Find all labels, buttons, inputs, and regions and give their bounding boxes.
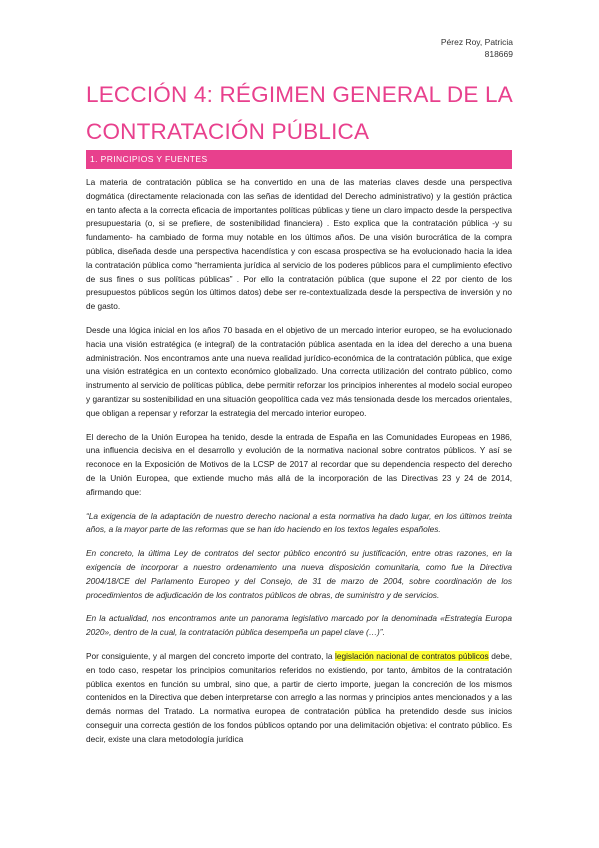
author-block <box>441 36 513 60</box>
highlighted-text: legislación nacional de contratos públicos <box>335 650 489 661</box>
document-body <box>86 176 512 756</box>
document-title: LECCIÓN 4: RÉGIMEN GENERAL DE LA CONTRATACIÓN PÚBLICA <box>86 82 512 144</box>
author-id: 818669 <box>484 49 513 59</box>
paragraph-text: Por consiguiente, y al margen del concreto importe del contrato, la <box>86 650 336 661</box>
author-name: Pérez Roy, Patricia <box>440 37 513 47</box>
quote-paragraph: “La exigencia de la adaptación de nuestro derecho nacional a esta normativa ha dado lugar, en los últimos treinta años, a la mayor parte de las reformas que se han ido haciendo en los textos legales españoles. <box>86 510 512 535</box>
paragraph: El derecho de la Unión Europea ha tenido, desde la entrada de España en las Comunidades Europeas en 1986, una influencia decisiva en el desarrollo y evolución de la normativa nacional sobre contratos públicos. Y así se reconoce en la Exposición de Motivos de la LCSP de 2017 al recordar que su dependencia respecto del derecho de la Unión Europea, que extiende mucho más allá de la incorporación de las Directivas 23 y 24 de 2014, afirmando que: <box>86 431 512 497</box>
paragraph: Desde una lógica inicial en los años 70 basada en el objetivo de un mercado interior europeo, se ha evolucionado hacia una visión estratégica (e integral) de la contratación pública asentada en la idea del derecho a una buena administración. Nos encontramos ante una nueva realidad jurídico-económica de la contratación pública, que exige una visión estratégica en un contexto económico globalizado. Una correcta utilización del contrato público, como instrumento al servicio de políticas pública, debe permitir reforzar los principios inherentes al modelo social europeo y garantizar su sostenibilidad en una situación geopolítica cada vez más tensionada desde los mercados orientales, que obligan a repensar y reforzar la estrategia del mercado interior europeo. <box>86 324 512 418</box>
paragraph-text: debe, en todo caso, respetar los principios comunitarios referidos no existiendo, por tanto, ámbitos de la contratación pública exentos en función su umbral, sino que, a partir de cierto importe, juegan la concreción de los mismos contenidos en la Directiva que deben interpretarse con arreglo a las normas y principios antes mencionados y a las demás normas del Tratado. La normativa europea de contratación pública ha pretendido desde sus inicios conseguir una correcta gestión de los fondos públicos optando por una delimitación objetiva: el contrato público. Es decir, existe una clara metodología jurídica <box>86 650 513 744</box>
section-heading: 1. PRINCIPIOS Y FUENTES <box>86 150 512 169</box>
quote-paragraph: En concreto, la última Ley de contratos del sector público encontró su justificación, entre otras razones, en la exigencia de incorporar a nuestro ordenamiento una nueva disposición comunitaria, como fue la Directiva 2004/18/CE del Parlamento Europeo y del Consejo, de 31 de marzo de 2004, sobre coordinación de los procedimientos de adjudicación de los contratos públicos de obras, de suministro y de servicios. <box>86 548 512 600</box>
quote-paragraph: En la actualidad, nos encontramos ante un panorama legislativo marcado por la denominada «Estrategia Europa 2020», dentro de la cual, la contratación pública desempeña un papel clave (…)”. <box>86 613 512 638</box>
paragraph <box>86 650 512 747</box>
paragraph: La materia de contratación pública se ha convertido en una de las materias claves desde una perspectiva dogmática (directamente relacionada con las señas de identidad del Derecho administrativo) y la gestión práctica en tanto afecta a la correcta eficacia de importantes políticas públicas y tiene un claro impacto desde la perspectiva presupuestaria (o, si se prefiere, de sostenibilidad financiera) . Esto explica que la contratación pública -y su fundamento- ha cambiado de forma muy notable en los últimos años. De una visión burocrática de la compra pública, diseñada desde una perspectiva hacendística y con escasa prospectiva se ha evolucionado hacia la idea la contratación pública como “herramienta jurídica al servicio de los poderes públicos para el cumplimiento efectivo de sus fines o sus políticas públicas” . Por ello la contratación pública (que supone el 22 por ciento de los presupuestos públicos según los últimos datos) debe ser re-contextualizada desde la perspectiva de inversión y no de gasto. <box>86 177 512 312</box>
